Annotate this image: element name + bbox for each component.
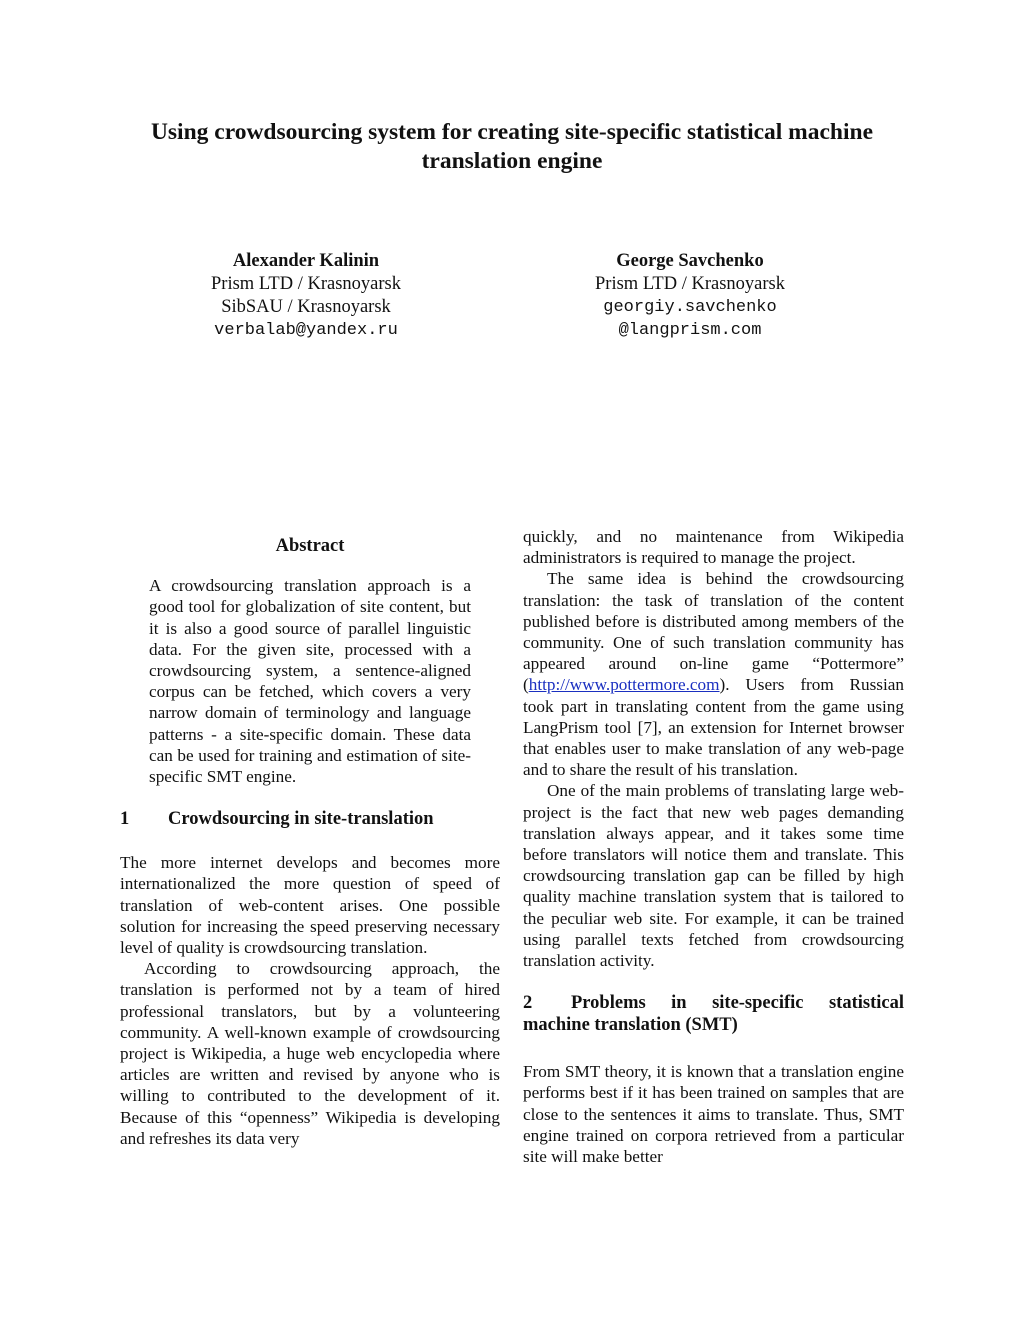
paragraph: The more internet develops and becomes more internationalized the more question of speed of translation of web-content arises. One possible solution for increasing the speed preserving necessary level of quality is crowdsourcing translation.	[120, 853, 500, 958]
author-affiliation: SibSAU / Krasnoyarsk	[221, 297, 391, 317]
paper-title	[100, 118, 924, 176]
author-block-1	[136, 250, 476, 342]
section-number: 1	[120, 809, 130, 830]
author-email: georgiy.savchenko	[603, 298, 777, 317]
paragraph-text: The same idea is behind the crowdsourcing translation: the task of translation of the content published before is distributed among members of the community. One of such translation community has appeared around on-line game “Pottermore” (	[523, 569, 904, 695]
section-title: Problems in site-specific statistical machine translation (SMT)	[523, 993, 904, 1036]
pottermore-link[interactable]: http://www.pottermore.com	[528, 675, 720, 695]
author-email: @langprism.com	[618, 321, 762, 340]
paper-title-line-1: Using crowdsourcing system for creating site-specific statistical machine	[150, 119, 874, 145]
section-title: Crowdsourcing in site-translation	[168, 809, 434, 830]
author-email: verbalab@yandex.ru	[214, 321, 398, 340]
paragraph: One of the main problems of translating large web-project is the fact that new web pages demanding translation always appear, and it takes some time before translators will notice them and translate. This crowdsourcing translation gap can be filled by high quality machine translation system that is tailored to the peculiar web site. For example, it can be trained using parallel texts fetched from crowdsourcing translation activity.	[523, 781, 904, 971]
paragraph: According to crowdsourcing approach, the translation is performed not by a team of hired professional translators, but by a volunteering community. A well-known example of crowdsourcing project is Wikipedia, a huge web encyclopedia where articles are written and revised by anyone who is willing to contributed to the development of it. Because of this “openness” Wikipedia is developing and refreshes its data very	[120, 959, 500, 1148]
section-number: 2	[523, 993, 533, 1014]
section-1-heading	[120, 808, 500, 830]
author-affiliation: Prism LTD / Krasnoyarsk	[211, 274, 401, 294]
section-2-heading	[523, 992, 904, 1036]
author-block-2	[520, 250, 860, 342]
paragraph: quickly, and no maintenance from Wikipedia administrators is required to manage the project.	[523, 527, 904, 568]
author-name: George Savchenko	[616, 251, 764, 271]
paragraph: From SMT theory, it is known that a translation engine performs best if it has been trained on samples that are close to the sentences it aims to translate. Thus, SMT engine trained on corpora retrieved from a particular site will make better	[523, 1062, 904, 1167]
abstract-text: A crowdsourcing translation approach is a good tool for globalization of site content, but it is also a good source of parallel linguistic data. For the given site, processed with a crowdsourcing system, a sentence-aligned corpus can be fetched, which covers a very narrow domain of terminology and language patterns - a site-specific domain. These data can be used for training and estimation of site-specific SMT engine.	[149, 576, 471, 787]
author-name: Alexander Kalinin	[232, 251, 380, 271]
paragraph-text: ). Users from Russian took part in translating content from the game using LangPrism tool [7], an extension for Internet browser that enables user to make translation of any web-page and to share the result of his translation.	[523, 675, 904, 780]
paper-title-line-2: translation engine	[421, 148, 603, 174]
abstract-heading: Abstract	[275, 536, 345, 556]
author-affiliation: Prism LTD / Krasnoyarsk	[595, 274, 785, 294]
right-column	[523, 526, 904, 1167]
paragraph	[523, 568, 904, 780]
left-column	[120, 536, 500, 1149]
